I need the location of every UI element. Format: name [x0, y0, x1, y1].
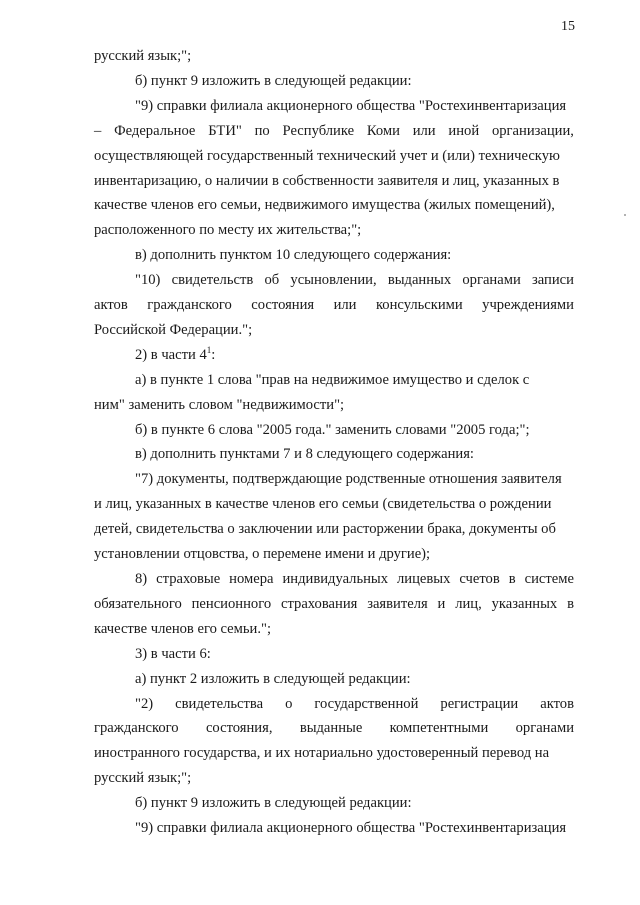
text-line: установлении отцовства, о перемене имени и другие);	[94, 546, 431, 562]
text-line-justified	[94, 719, 574, 737]
word: в	[508, 571, 516, 587]
word: в	[567, 596, 574, 612]
text-line: "9) справки филиала акционерного общества "Ростехинвентаризация	[135, 820, 567, 836]
word: выданные	[299, 720, 363, 736]
text-line: расположенного по месту их жительства;";	[94, 222, 362, 238]
superscript: 1	[206, 345, 212, 355]
word: по	[254, 123, 270, 139]
word: Федеральное	[114, 123, 196, 139]
word: страховые	[156, 571, 221, 587]
text-line: и лиц, указанных в качестве членов его семьи (свидетельства о рождении	[94, 496, 552, 512]
word: пенсионного	[191, 596, 272, 612]
word: свидетельств	[171, 272, 254, 288]
word: компетентными	[389, 720, 489, 736]
text-line: инвентаризацию, о наличии в собственности заявителя и лиц, указанных в	[94, 173, 560, 189]
text-line: иностранного государства, и их нотариально удостоверенный перевод на	[94, 745, 550, 761]
text-line-justified	[94, 296, 574, 314]
text-line-justified	[135, 570, 574, 588]
text-line-justified	[135, 695, 574, 713]
word: состояния	[251, 297, 315, 313]
word: и	[437, 596, 446, 612]
word: "2)	[135, 696, 154, 712]
word: актов	[94, 297, 128, 313]
word: усыновлении,	[290, 272, 377, 288]
word: Коми	[366, 123, 400, 139]
word: государственной	[314, 696, 419, 712]
word: организации,	[491, 123, 574, 139]
word: БТИ"	[208, 123, 242, 139]
word: состояния,	[205, 720, 273, 736]
word: 8)	[135, 571, 148, 587]
page-number: 15	[561, 19, 575, 34]
word: записи	[531, 272, 574, 288]
text-line: а) в пункте 1 слова "прав на недвижимое имущество и сделок с	[135, 372, 530, 388]
word: регистрации	[440, 696, 519, 712]
text-line-justified	[94, 122, 574, 140]
word: иной	[448, 123, 480, 139]
word: учреждениями	[482, 297, 574, 313]
part-heading-line	[135, 346, 574, 364]
text-line: б) пункт 9 изложить в следующей редакции:	[135, 73, 412, 89]
word: лицевых	[397, 571, 451, 587]
word: об	[264, 272, 280, 288]
word: или	[333, 297, 357, 313]
text-line: б) пункт 9 изложить в следующей редакции:	[135, 795, 412, 811]
word: органами	[462, 272, 521, 288]
word: о	[285, 696, 293, 712]
text-line: русский язык;";	[94, 48, 192, 64]
part-suffix: :	[211, 347, 216, 363]
text-line: в) дополнить пунктом 10 следующего содержания:	[135, 247, 452, 263]
word: или	[412, 123, 436, 139]
word: лиц,	[455, 596, 482, 612]
part-prefix: 2) в части 4	[135, 347, 207, 363]
word: указанных	[491, 596, 558, 612]
word: индивидуальных	[282, 571, 389, 587]
word: гражданского	[94, 720, 179, 736]
word: страхования	[280, 596, 358, 612]
text-line: детей, свидетельства о заключении или расторжении брака, документы об	[94, 521, 556, 537]
word: номера	[229, 571, 274, 587]
word: выданных	[387, 272, 452, 288]
text-line: качестве членов его семьи.";	[94, 621, 272, 637]
scan-speck	[624, 214, 626, 216]
word: –	[94, 123, 102, 139]
word: гражданского	[147, 297, 232, 313]
text-line: "9) справки филиала акционерного общества "Ростехинвентаризация	[135, 98, 567, 114]
word: Республике	[282, 123, 355, 139]
word: обязательного	[94, 596, 182, 612]
text-line: б) в пункте 6 слова "2005 года." заменить словами "2005 года;";	[135, 422, 530, 438]
text-line: Российской Федерации.";	[94, 322, 253, 338]
word: "10)	[135, 272, 161, 288]
text-line-justified	[94, 595, 574, 613]
word: актов	[540, 696, 574, 712]
text-line: осуществляющей государственный технический учет и (или) техническую	[94, 148, 560, 164]
word: системе	[524, 571, 574, 587]
text-line: 3) в части 6:	[135, 646, 211, 662]
text-line: русский язык;";	[94, 770, 192, 786]
word: органами	[515, 720, 574, 736]
word: счетов	[459, 571, 500, 587]
text-line: "7) документы, подтверждающие родственные отношения заявителя	[135, 471, 562, 487]
text-line: ним" заменить словом "недвижимости";	[94, 397, 345, 413]
word: консульскими	[375, 297, 463, 313]
word: заявителя	[367, 596, 428, 612]
text-line: качестве членов его семьи, недвижимого имущества (жилых помещений),	[94, 197, 555, 213]
text-line: в) дополнить пунктами 7 и 8 следующего содержания:	[135, 446, 474, 462]
text-line: а) пункт 2 изложить в следующей редакции:	[135, 671, 411, 687]
text-line-justified	[135, 271, 574, 289]
word: свидетельства	[175, 696, 264, 712]
